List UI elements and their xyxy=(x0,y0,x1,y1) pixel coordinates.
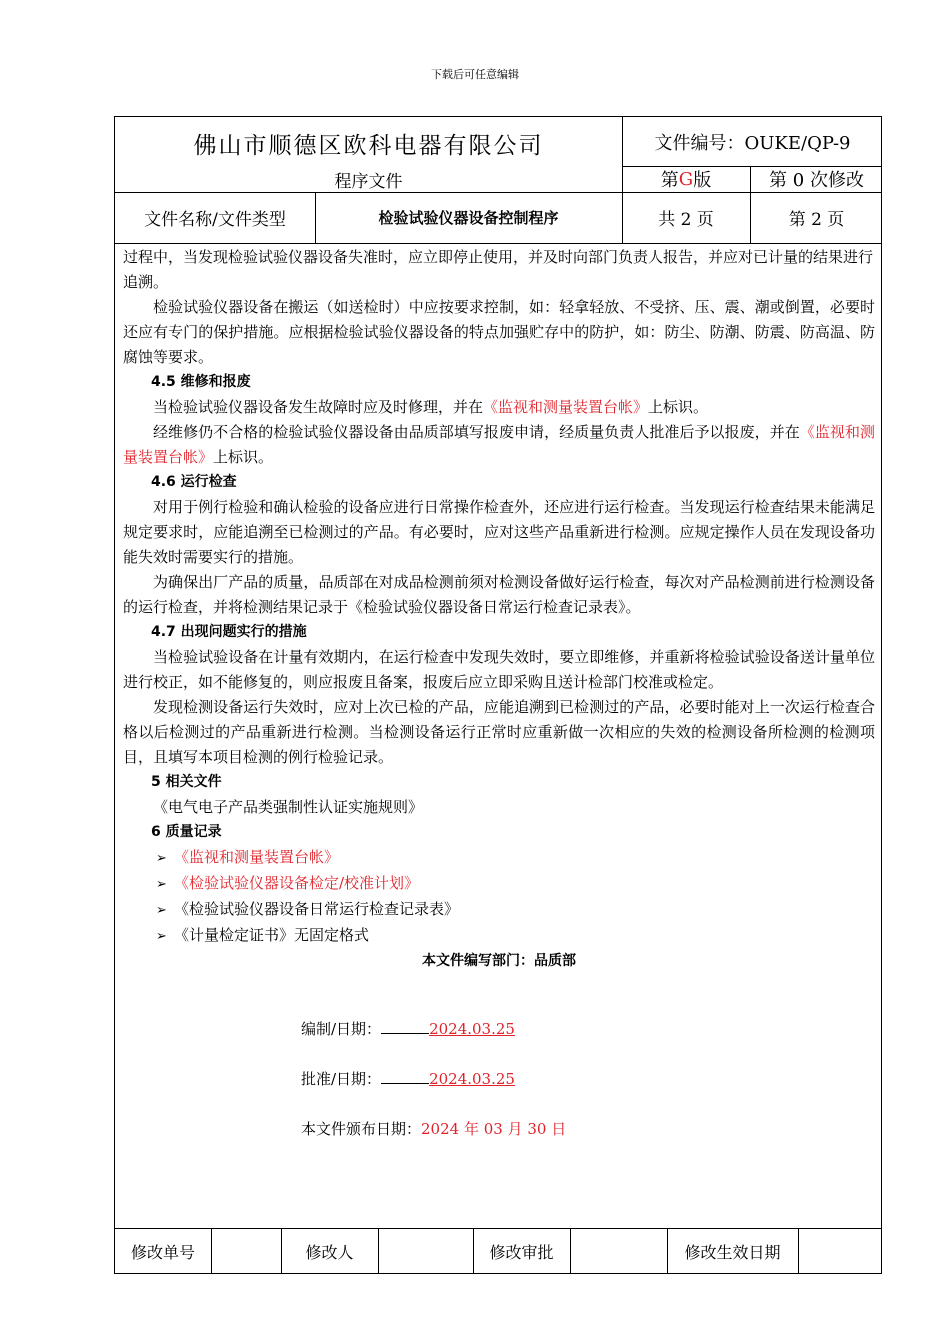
body-content xyxy=(123,245,875,974)
signature-line xyxy=(381,1069,429,1084)
approve-date: 2024.03.25 xyxy=(429,1070,515,1088)
arrow-bullet-icon: ➢ xyxy=(156,851,167,866)
document-frame xyxy=(114,116,882,1274)
version-prefix: 第 xyxy=(660,170,679,191)
record-item: 《计量检定证书》无固定格式 xyxy=(174,926,370,944)
record-reference: 《监视和测量装置台帐》 xyxy=(483,398,649,416)
section-heading: 4.5 维修和报废 xyxy=(151,374,251,390)
edit-label: 编制/日期： xyxy=(301,1020,382,1038)
record-item: 《检验试验仪器设备日常运行检查记录表》 xyxy=(174,900,460,918)
writing-department: 本文件编写部门：品质部 xyxy=(422,953,576,969)
arrow-bullet-icon: ➢ xyxy=(156,903,167,918)
text: 上标识。 xyxy=(648,398,709,416)
record-item: 《监视和测量装置台帐》 xyxy=(174,848,340,866)
footer-approval-value xyxy=(570,1228,667,1274)
paragraph: 发现检测设备运行失效时，应对上次已检的产品，应能追溯到已检测过的产品，必要时能对上一次运行检查合格以后检测过的产品重新进行检测。当检测设备运行正常时应重新做一次相应的失效的检测设备所检测的检测项目，且填写本项目检测的例行检验记录。 xyxy=(123,698,875,766)
record-reference: 《监视和测量装置台帐》 xyxy=(123,423,875,466)
arrow-bullet-icon: ➢ xyxy=(156,877,167,892)
doc-title: 检验试验仪器设备控制程序 xyxy=(378,209,559,227)
arrow-bullet-icon: ➢ xyxy=(156,929,167,944)
paragraph xyxy=(123,395,875,420)
footer-change-no-label: 修改单号 xyxy=(130,1242,195,1262)
page-number: 第 2 页 xyxy=(788,210,845,230)
top-note: 下载后可任意编辑 xyxy=(431,68,519,81)
divider xyxy=(115,243,881,244)
paragraph: 过程中，当发现检验试验仪器设备失准时，应立即停止使用，并及时向部门负责人报告，并应对已计量的结果进行追溯。 xyxy=(123,248,874,291)
section-heading: 4.6 运行检查 xyxy=(151,474,237,490)
revision: 第 0 次修改 xyxy=(769,170,864,191)
list-item xyxy=(123,923,875,949)
footer-modifier-value xyxy=(378,1228,473,1274)
footer-modifier-label: 修改人 xyxy=(305,1242,354,1262)
paragraph: 对用于例行检验和确认检验的设备应进行日常操作检查外，还应进行运行检查。当发现运行检查结果未能满足规定要求时，应能追溯至已检测过的产品。有必要时，应对这些产品重新进行检测。应规定操作人员在发现设备功能失效时需要实行的措施。 xyxy=(123,498,875,566)
version-letter: G xyxy=(678,168,694,190)
footer-approval-label: 修改审批 xyxy=(489,1242,554,1262)
issue-date: 2024 年 03 月 30 日 xyxy=(421,1120,567,1138)
paragraph: 检验试验仪器设备在搬运（如送检时）中应按要求控制，如：轻拿轻放、不受挤、压、震、潮或倒置，必要时还应有专门的保护措施。应根据检验试验仪器设备的特点加强贮存中的防护，如：防尘、防潮、防震、防高温、防腐蚀等要求。 xyxy=(123,298,875,366)
footer-change-no-value xyxy=(211,1228,281,1274)
list-item xyxy=(123,897,875,923)
paragraph: 《电气电子产品类强制性认证实施规则》 xyxy=(153,798,424,816)
name-type-label: 文件名称/文件类型 xyxy=(144,210,286,230)
total-pages: 共 2 页 xyxy=(658,210,714,230)
doc-category: 程序文件 xyxy=(334,172,403,192)
edit-date: 2024.03.25 xyxy=(429,1020,515,1038)
section-heading: 4.7 出现问题实行的措施 xyxy=(151,624,307,640)
paragraph xyxy=(123,420,875,470)
paragraph: 当检验试验设备在计量有效期内，在运行检查中发现失效时，要立即维修，并重新将检验试验设备送计量单位进行校正，如不能修复的，则应报废且备案，报废后应立即采购且送计检部门校准或检定。 xyxy=(123,648,875,691)
paragraph: 为确保出厂产品的质量，品质部在对成品检测前须对检测设备做好运行检查，每次对产品检测前进行检测设备的运行检查，并将检测结果记录于《检验试验仪器设备日常运行检查记录表》。 xyxy=(123,573,875,616)
section-heading: 5 相关文件 xyxy=(151,774,222,790)
text: 当检验试验仪器设备发生故障时应及时修理，并在 xyxy=(153,398,484,416)
text: 经维修仍不合格的检验试验仪器设备由品质部填写报废申请，经质量负责人批准后予以报废，并在 xyxy=(153,423,800,441)
approve-signature xyxy=(301,1068,515,1089)
section-heading: 6 质量记录 xyxy=(151,824,222,840)
issue-label: 本文件颁布日期： xyxy=(301,1120,422,1138)
signature-line xyxy=(381,1019,429,1034)
footer-effective-date-value xyxy=(798,1228,883,1274)
version-suffix: 版 xyxy=(693,170,712,191)
edit-signature xyxy=(301,1018,515,1039)
list-item xyxy=(123,845,875,871)
issue-date-line xyxy=(301,1118,566,1139)
approve-label: 批准/日期： xyxy=(301,1070,382,1088)
footer-effective-date-label: 修改生效日期 xyxy=(684,1242,781,1262)
company-name: 佛山市顺德区欧科电器有限公司 xyxy=(193,132,544,159)
version xyxy=(622,166,750,192)
list-item xyxy=(123,871,875,897)
doc-number: 文件编号：OUKE/QP-9 xyxy=(654,132,851,154)
record-item: 《检验试验仪器设备检定/校准计划》 xyxy=(174,874,420,892)
text: 上标识。 xyxy=(213,448,274,466)
